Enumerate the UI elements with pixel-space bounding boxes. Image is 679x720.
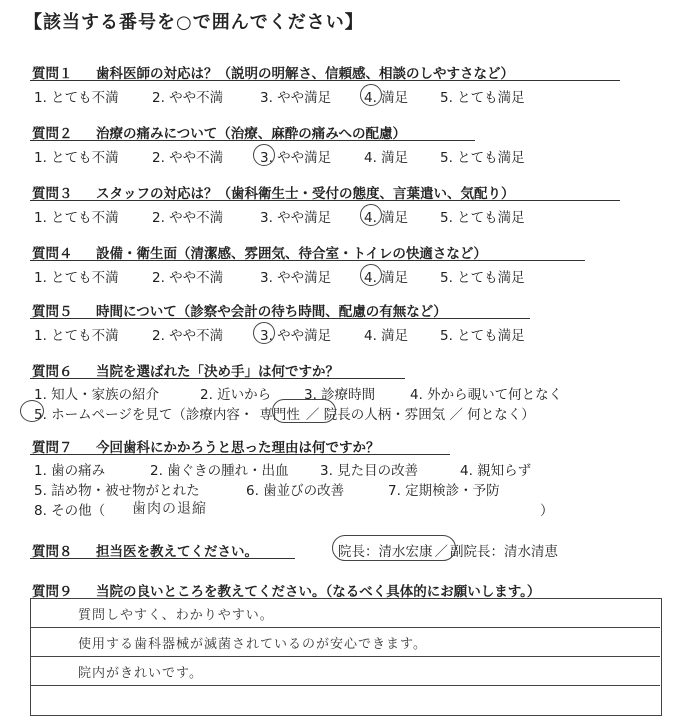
option-5[interactable]: 5. とても満足 — [440, 150, 525, 166]
question-9 — [32, 580, 540, 600]
question-number: 質問７ — [32, 440, 73, 456]
question-8 — [32, 540, 258, 560]
option-2[interactable]: 2. 近いから — [200, 387, 272, 403]
answer-circle — [253, 144, 275, 166]
underline — [30, 558, 295, 559]
option-4[interactable]: 4. 満足 — [364, 328, 409, 344]
option-1[interactable]: 1. 知人・家族の紹介 — [34, 387, 160, 403]
option-5-rest: ／ 院長の人柄・雰囲気 ／ 何となく） — [305, 407, 535, 423]
question-number: 質問９ — [32, 584, 73, 600]
option-6[interactable]: 6. 歯並びの改善 — [246, 483, 345, 499]
row-line — [30, 685, 660, 686]
q2-options — [34, 146, 525, 166]
answer-circle — [272, 399, 336, 423]
underline — [30, 318, 530, 319]
circled-choice[interactable]: 専門性 — [259, 407, 300, 423]
doctor-1[interactable]: 院長：清水宏康 — [338, 544, 433, 560]
answer-circle — [360, 264, 382, 286]
underline — [30, 200, 620, 201]
underline — [30, 260, 585, 261]
q3-options — [34, 206, 525, 226]
answer-circle — [20, 400, 44, 422]
question-6 — [32, 360, 339, 380]
question-5 — [32, 300, 447, 320]
option-3[interactable]: 3. やや満足 — [260, 270, 332, 286]
underline — [30, 378, 405, 379]
question-text: スタッフの対応は？（歯科衛生士・受付の態度、言葉遣い、気配り） — [96, 186, 515, 202]
option-2[interactable]: 2. やや不満 — [152, 90, 224, 106]
option-7[interactable]: 7. 定期検診・予防 — [388, 483, 500, 499]
doctor-2[interactable]: 副院長：清水清恵 — [450, 544, 558, 560]
underline — [30, 140, 475, 141]
question-number: 質問２ — [32, 126, 73, 142]
answer-circle — [253, 322, 275, 344]
question-1 — [32, 62, 514, 82]
q7-options-line3 — [34, 499, 105, 519]
option-5[interactable]: 5. とても満足 — [440, 328, 525, 344]
option-5[interactable]: 5. とても満足 — [440, 210, 525, 226]
option-5[interactable]: 5. とても満足 — [440, 270, 525, 286]
question-text: 担当医を教えてください。 — [96, 544, 258, 560]
option-3[interactable]: 3. やや満足 — [260, 150, 332, 166]
option-1[interactable]: 1. とても不満 — [34, 328, 119, 344]
answer-circle — [360, 204, 382, 226]
comment-line-2: 使用する歯科器械が滅菌されているのが安心できます。 — [78, 637, 427, 652]
q4-options — [34, 266, 525, 286]
option-3[interactable]: 3. 見た目の改善 — [320, 463, 419, 479]
comment-line-3: 院内がきれいです。 — [78, 666, 203, 681]
q7-options-line1 — [34, 459, 531, 479]
option-4[interactable]: 4. 外から覗いて何となく — [410, 387, 563, 403]
option-4[interactable]: 4. 親知らず — [460, 463, 532, 479]
option-1[interactable]: 1. とても不満 — [34, 90, 119, 106]
question-text: 設備・衛生面（清潔感、雰囲気、待合室・トイレの快適さなど） — [96, 246, 487, 262]
question-2 — [32, 122, 406, 142]
q5-options — [34, 324, 525, 344]
option-1[interactable]: 1. とても不満 — [34, 270, 119, 286]
option-2[interactable]: 2. やや不満 — [152, 150, 224, 166]
option-1[interactable]: 1. とても不満 — [34, 210, 119, 226]
option-5[interactable]: 5. とても満足 — [440, 90, 525, 106]
option-2[interactable]: 2. やや不満 — [152, 270, 224, 286]
other-close: ） — [540, 503, 554, 519]
option-2[interactable]: 2. 歯ぐきの腫れ・出血 — [150, 463, 289, 479]
answer-circle — [360, 84, 382, 106]
option-3[interactable]: 3. やや満足 — [260, 328, 332, 344]
question-number: 質問１ — [32, 66, 73, 82]
option-5[interactable]: 5. 詰め物・被せ物がとれた — [34, 483, 200, 499]
row-line — [30, 627, 660, 628]
other-reason-handwritten[interactable]: 歯肉の退縮 — [132, 501, 207, 517]
question-text: 今回歯科にかかろうと思った理由は何ですか？ — [96, 440, 380, 456]
option-8[interactable]: 8. その他（ — [34, 503, 106, 519]
question-text: 歯科医師の対応は？（説明の明解さ、信頼感、相談のしやすさなど） — [96, 66, 514, 82]
q7-options-line2 — [34, 479, 500, 499]
question-text: 当院の良いところを教えてください。（なるべく具体的にお願いします。） — [96, 584, 541, 600]
question-number: 質問５ — [32, 304, 73, 320]
page-title: 【該当する番号を○で囲んでください】 — [24, 12, 364, 33]
question-7 — [32, 436, 380, 456]
question-text: 治療の痛みについて（治療、麻酔の痛みへの配慮） — [96, 126, 406, 142]
option-3[interactable]: 3. やや満足 — [260, 90, 332, 106]
question-text: 当院を選ばれた「決め手」は何ですか？ — [96, 364, 339, 380]
underline — [30, 454, 450, 455]
underline — [30, 80, 620, 81]
question-number: 質問３ — [32, 186, 73, 202]
question-text: 時間について（診察や会計の待ち時間、配慮の有無など） — [96, 304, 447, 320]
option-3[interactable]: 3. やや満足 — [260, 210, 332, 226]
question-number: 質問４ — [32, 246, 73, 262]
option-4[interactable]: 4. 満足 — [364, 270, 409, 286]
option-2[interactable]: 2. やや不満 — [152, 328, 224, 344]
option-4[interactable]: 4. 満足 — [364, 210, 409, 226]
question-3 — [32, 182, 515, 202]
option-3[interactable]: 3. 診療時間 — [304, 387, 376, 403]
q1-options — [34, 86, 525, 106]
question-number: 質問６ — [32, 364, 73, 380]
option-5[interactable]: 5. ホームページを見て（診療内容・ — [34, 407, 254, 423]
option-1[interactable]: 1. 歯の痛み — [34, 463, 106, 479]
option-2[interactable]: 2. やや不満 — [152, 210, 224, 226]
question-4 — [32, 242, 487, 262]
answer-circle — [332, 535, 456, 561]
comment-line-1: 質問しやすく、わかりやすい。 — [78, 608, 274, 623]
row-line — [30, 656, 660, 657]
question-number: 質問８ — [32, 544, 73, 560]
option-1[interactable]: 1. とても不満 — [34, 150, 119, 166]
option-4[interactable]: 4. 満足 — [364, 150, 409, 166]
separator: ／ — [434, 544, 448, 560]
option-4[interactable]: 4. 満足 — [364, 90, 409, 106]
